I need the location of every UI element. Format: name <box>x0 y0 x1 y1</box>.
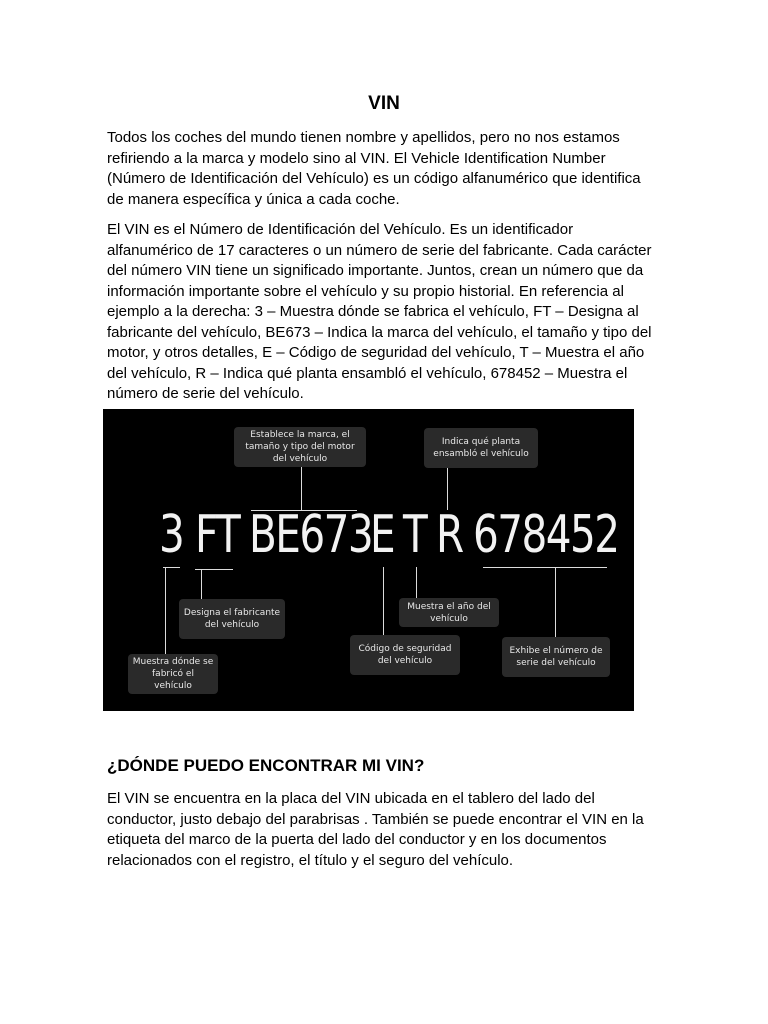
connector-descriptor <box>301 467 302 510</box>
label-descriptor: Establece la marca, el tamaño y tipo del motor del vehículo <box>234 427 366 467</box>
vin-explanation-paragraph: El VIN es el Número de Identificación del Vehículo. Es un identificador alfanumérico de 17 caracteres o un número de serie del fabricante. Cada carácter del número VIN tiene un significado importante. Juntos, crean un número que da información importante sobre el vehículo y su propio historial. En referencia al ejemplo a la derecha: 3 – Muestra dónde se fabrica el vehículo, FT – Designa al fabricante del vehículo, BE673 – Indica la marca del vehículo, el tamaño y tipo del motor, y otros detalles, E – Código de seguridad del vehículo, T – Muestra el año del vehículo, R – Indica qué planta ensambló el vehículo, 678452 – Muestra el número de serie del vehículo. <box>107 221 652 402</box>
vin-segment-country: 3 <box>159 505 184 565</box>
label-manufacturer: Designa el fabricante del vehículo <box>179 599 285 639</box>
label-country: Muestra dónde se fabricó el vehículo <box>128 654 218 694</box>
vin-code <box>103 505 634 575</box>
vin-segment-manufacturer: FT <box>195 505 240 565</box>
vin-segment-serial: 678452 <box>473 505 619 565</box>
connector-security <box>383 567 384 635</box>
label-plant: Indica qué planta ensambló el vehículo <box>424 428 538 468</box>
label-serial: Exhibe el número de serie del vehículo <box>502 637 610 677</box>
connector-serial <box>555 567 556 637</box>
connector-country <box>165 567 166 654</box>
vin-segment-year: T <box>403 505 427 565</box>
vin-segment-plant: R <box>436 505 463 565</box>
section-heading: ¿DÓNDE PUEDO ENCONTRAR MI VIN? <box>107 756 425 775</box>
intro-paragraph: Todos los coches del mundo tienen nombre y apellidos, pero no nos estamos refiriendo a la marca y modelo sino al VIN. El Vehicle Identification Number (Número de Identificación del Vehículo) es un código alfanumérico que identifica de manera específica y única a cada coche. <box>107 129 641 208</box>
label-year: Muestra el año del vehículo <box>399 598 499 627</box>
label-security: Código de seguridad del vehículo <box>350 635 460 675</box>
vin-diagram-image <box>103 409 634 711</box>
vin-segment-descriptor: BE673 <box>249 505 373 565</box>
page-title: VIN <box>368 93 400 114</box>
vin-segment-security: E <box>370 505 395 565</box>
connector-plant <box>447 468 448 510</box>
location-paragraph: El VIN se encuentra en la placa del VIN ubicada en el tablero del lado del conductor, justo debajo del parabrisas . También se puede encontrar el VIN en la etiqueta del marco de la puerta del lado del conductor y en los documentos relacionados con el registro, el título y el seguro del vehículo. <box>107 790 644 869</box>
